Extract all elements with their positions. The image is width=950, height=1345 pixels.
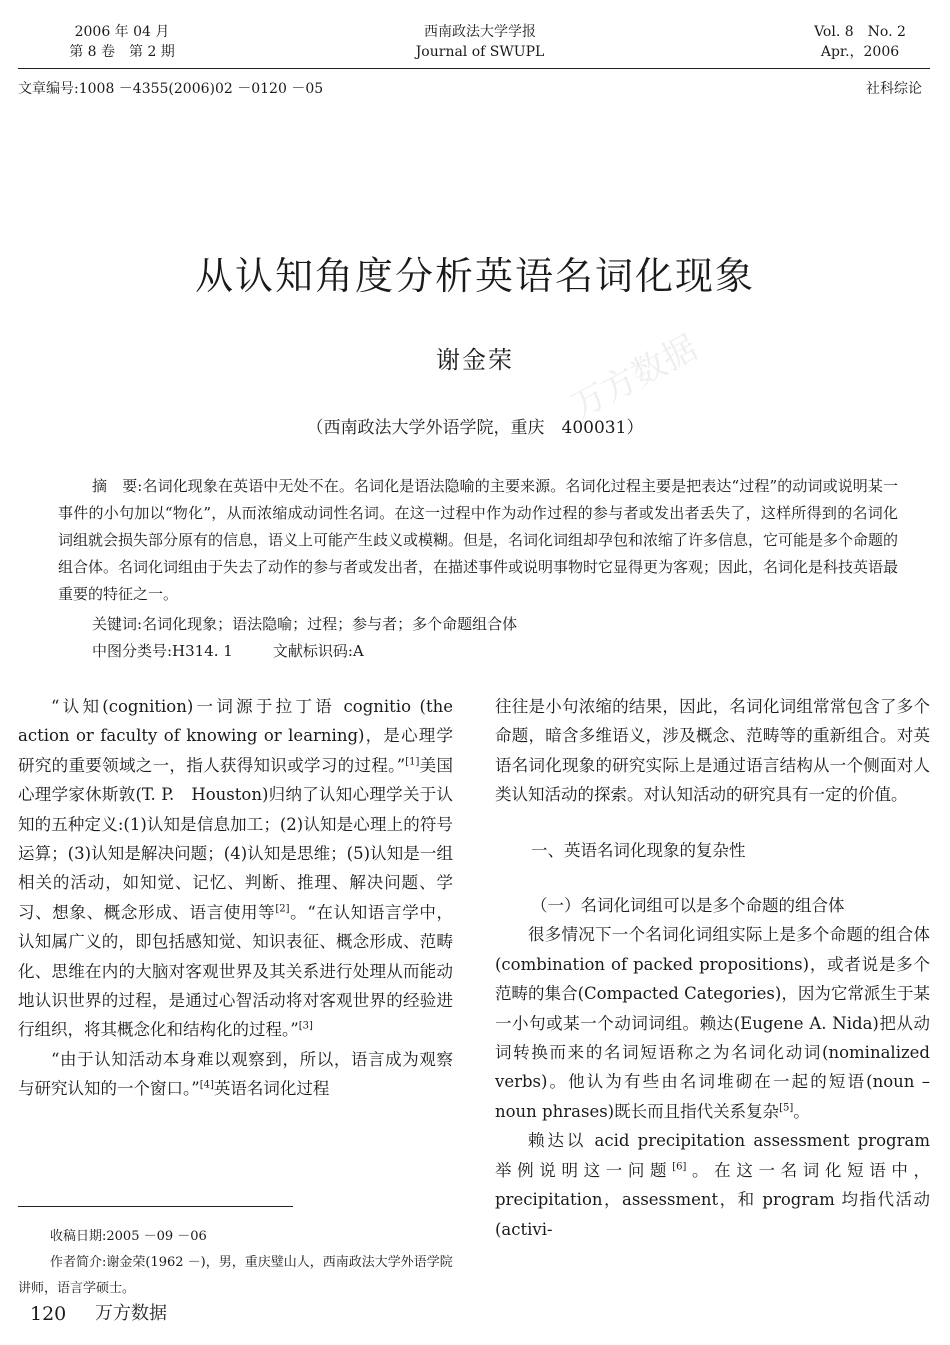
paragraph-text: “由于认知活动本身难以观察到，所以，语言成为观察与研究认知的一个窗口。” — [18, 1049, 453, 1099]
footnote-author-bio: 作者简介:谢金荣(1962 －)，男，重庆璧山人，西南政法大学外语学院讲师，语言学硕士。 — [18, 1255, 453, 1296]
clc-number: 中图分类号:H314. 1 — [92, 642, 233, 660]
subsection-heading: （一）名词化词组可以是多个命题的组合体 — [531, 896, 845, 916]
paragraph-text: 。 — [793, 1101, 810, 1121]
paragraph — [18, 692, 453, 1045]
footnote-received: 收稿日期:2005 －09 －06 — [50, 1229, 207, 1244]
doc-code: 文献标识码:A — [272, 642, 364, 660]
keywords — [92, 611, 902, 638]
author-affiliation: （西南政法大学外语学院，重庆 400031） — [306, 418, 644, 438]
paragraph-text: “认知(cognition)一词源于拉丁语 cognitio (the action or faculty of knowing or learning)，是心理学研究的重要领域之一，指人获得知识或学习的过程。” — [18, 697, 453, 775]
abstract — [58, 473, 898, 608]
column-tag: 社科综论 — [866, 81, 922, 97]
paragraph-text: 美国心理学家休斯敦(T. P. Houston)归纳了认知心理学关于认知的五种定义:(1)认知是信息加工；(2)认知是心理上的符号运算；(3)认知是解决问题；(4)认知是思维；(5)认知是一组相关的活动，如知觉、记忆、判断、推理、解决问题、学习、想象、概念形成、语言使用等 — [18, 755, 454, 922]
paragraph-text: 英语名词化过程 — [213, 1079, 330, 1099]
paragraph — [18, 1045, 453, 1104]
keywords-label: 关键词: — [92, 615, 143, 633]
paragraph — [495, 920, 930, 1126]
journal-name — [330, 22, 630, 62]
citation-ref: [3] — [298, 1020, 313, 1032]
abstract-text: 名词化现象在英语中无处不在。名词化是语法隐喻的主要来源。名词化过程主要是把表达“过程”的动词或说明某一事件的小句加以“物化”，从而浓缩成动词性名词。在这一过程中作为动作过程的参与者或发出者丢失了，这样所得到的名词化词组就会损失部分原有的信息，语义上可能产生歧义或模糊。但是，名词化词组却孕包和浓缩了许多信息，它可能是多个命题的组合体。名词化词组由于失去了动作的参与者或发出者，在描述事件或说明事物时它显得更为客观；因此，名词化是科技英语最重要的特征之一。 — [58, 477, 899, 603]
journal-volume-issue: 第 8 卷 第 2 期 — [69, 44, 175, 60]
paragraph-text: 很多情况下一个名词化词组实际上是多个命题的组合体(combination of packed propositions)，或者说是多个范畴的集合(Compacted Categories)，因为它常派生于某一小句或某一个动词词组。赖达(Eugene A. Nida)把从动词转换而来的名词短语称之为名词化动词(nominalized verbs)。他认为有些由名词堆砌在一起的短语(noun – noun phrases)既长而且指代关系复杂 — [495, 925, 930, 1121]
abstract-label: 摘 要: — [92, 477, 143, 495]
citation-ref: [1] — [405, 756, 420, 768]
paragraph-text: 赖达以 acid precipitation assessment program 举例说明这一问题 — [495, 1131, 930, 1180]
article-title: 从认知角度分析英语名词化现象 — [194, 254, 755, 298]
paragraph-text: 。在这一名词化短语中，precipitation，assessment，和 program 均指代活动(activi- — [495, 1160, 931, 1239]
journal-date-volume — [22, 22, 222, 62]
paragraph: 往往是小句浓缩的结果，因此，名词化词组常常包含了多个命题，暗含多维语义，涉及概念、范畴等的重新组合。对英语名词化现象的研究实际上是通过语言结构从一个侧面对人类认知活动的探索。对认知活动的研究具有一定的价值。 — [495, 697, 930, 805]
journal-month-year: Apr.，2006 — [820, 44, 900, 60]
citation-ref: [2] — [275, 903, 290, 915]
journal-date: 2006 年 04 月 — [74, 24, 170, 40]
header-rule — [18, 68, 930, 69]
paragraph — [495, 1126, 930, 1244]
section-heading: 一、英语名词化现象的复杂性 — [531, 840, 746, 860]
body-column-left — [18, 692, 453, 1104]
citation-ref: [5] — [779, 1102, 794, 1114]
journal-vol-en — [800, 22, 920, 62]
footnote-rule — [18, 1206, 293, 1207]
journal-name-cn: 西南政法大学学报 — [424, 24, 536, 40]
citation-ref: [4] — [199, 1079, 214, 1091]
classification — [92, 638, 902, 665]
citation-ref: [6] — [672, 1161, 687, 1173]
keywords-text: 名词化现象；语法隐喻；过程；参与者；多个命题组合体 — [142, 615, 518, 633]
body-column-right — [495, 692, 930, 1244]
article-id: 文章编号:1008 －4355(2006)02 －0120 －05 — [18, 81, 324, 97]
page-number: 120 — [30, 1303, 67, 1325]
ghost-watermark: 万方数据 — [564, 327, 704, 427]
journal-vol-no: Vol. 8 No. 2 — [814, 24, 906, 40]
journal-name-en: Journal of SWUPL — [415, 44, 545, 60]
paragraph-text: 。“在认知语言学中，认知属广义的，即包括感知觉、知识表征、概念形成、范畴化、思维在内的大脑对客观世界及其关系进行处理从而能动地认识世界的过程，是通过心智活动将对客观世界的经验进行组织，将其概念化和结构化的过程。” — [18, 902, 454, 1040]
article-author: 谢金荣 — [436, 346, 514, 374]
watermark: 万方数据 — [95, 1303, 167, 1324]
